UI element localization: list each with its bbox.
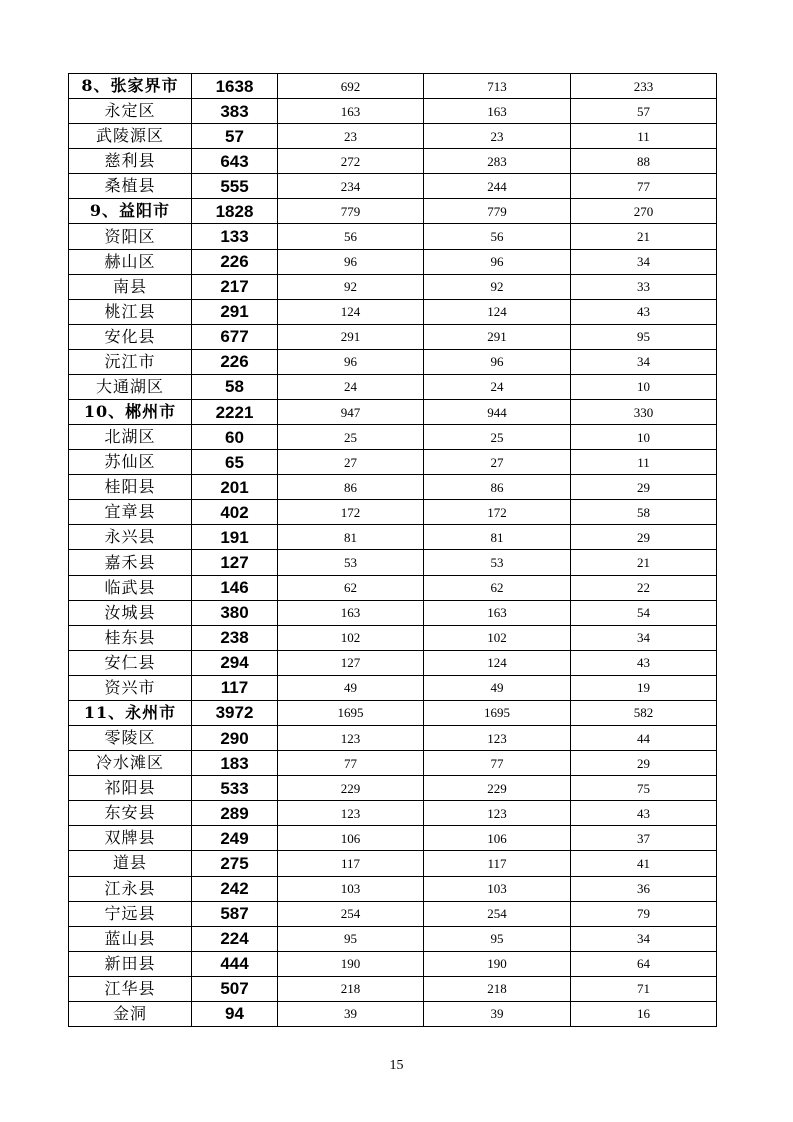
- county-row: [69, 500, 717, 525]
- value-cell-2: 254: [424, 901, 571, 926]
- region-name-cell: 大通湖区: [69, 374, 192, 399]
- total-cell: 294: [192, 650, 278, 675]
- region-name-cell: 桂阳县: [69, 475, 192, 500]
- value-cell-3: 29: [571, 751, 717, 776]
- region-name-cell: 苏仙区: [69, 450, 192, 475]
- value-cell-3: 36: [571, 876, 717, 901]
- county-row: [69, 525, 717, 550]
- region-name-cell: 金洞: [69, 1001, 192, 1026]
- value-cell-1: 291: [278, 324, 424, 349]
- region-name-cell: 桂东县: [69, 625, 192, 650]
- value-cell-1: 172: [278, 500, 424, 525]
- region-name-cell: 道县: [69, 851, 192, 876]
- region-name-cell: 南县: [69, 274, 192, 299]
- value-cell-2: 124: [424, 299, 571, 324]
- value-cell-3: 21: [571, 550, 717, 575]
- region-name-cell: 宜章县: [69, 500, 192, 525]
- value-cell-1: 102: [278, 625, 424, 650]
- value-cell-1: 53: [278, 550, 424, 575]
- value-cell-3: 57: [571, 99, 717, 124]
- value-cell-2: 163: [424, 99, 571, 124]
- total-cell: 290: [192, 726, 278, 751]
- total-cell: 238: [192, 625, 278, 650]
- county-row: [69, 274, 717, 299]
- total-cell: 127: [192, 550, 278, 575]
- value-cell-3: 29: [571, 525, 717, 550]
- value-cell-3: 43: [571, 801, 717, 826]
- value-cell-2: 291: [424, 324, 571, 349]
- region-name-cell: 临武县: [69, 575, 192, 600]
- region-name-cell: 宁远县: [69, 901, 192, 926]
- total-cell: 57: [192, 124, 278, 149]
- city-row: [69, 74, 717, 99]
- region-name-cell: 双牌县: [69, 826, 192, 851]
- county-row: [69, 99, 717, 124]
- value-cell-3: 21: [571, 224, 717, 249]
- region-name-cell: 祁阳县: [69, 776, 192, 801]
- total-cell: 191: [192, 525, 278, 550]
- value-cell-3: 95: [571, 324, 717, 349]
- total-cell: 117: [192, 675, 278, 700]
- value-cell-2: 25: [424, 425, 571, 450]
- region-name-cell: 9、益阳市: [69, 199, 192, 224]
- value-cell-3: 19: [571, 675, 717, 700]
- value-cell-3: 33: [571, 274, 717, 299]
- data-table-container: [68, 73, 716, 1027]
- county-row: [69, 751, 717, 776]
- value-cell-2: 779: [424, 199, 571, 224]
- region-name-cell: 零陵区: [69, 726, 192, 751]
- value-cell-2: 163: [424, 600, 571, 625]
- value-cell-1: 24: [278, 374, 424, 399]
- value-cell-1: 106: [278, 826, 424, 851]
- total-cell: 183: [192, 751, 278, 776]
- region-name-cell: 慈利县: [69, 149, 192, 174]
- value-cell-1: 127: [278, 650, 424, 675]
- county-row: [69, 124, 717, 149]
- county-row: [69, 776, 717, 801]
- value-cell-2: 218: [424, 976, 571, 1001]
- value-cell-3: 71: [571, 976, 717, 1001]
- region-name-cell: 桑植县: [69, 174, 192, 199]
- value-cell-2: 103: [424, 876, 571, 901]
- value-cell-1: 95: [278, 926, 424, 951]
- value-cell-3: 75: [571, 776, 717, 801]
- value-cell-2: 92: [424, 274, 571, 299]
- total-cell: 275: [192, 851, 278, 876]
- value-cell-1: 234: [278, 174, 424, 199]
- value-cell-2: 56: [424, 224, 571, 249]
- value-cell-2: 283: [424, 149, 571, 174]
- value-cell-1: 27: [278, 450, 424, 475]
- region-name-cell: 永定区: [69, 99, 192, 124]
- value-cell-3: 270: [571, 199, 717, 224]
- value-cell-1: 1695: [278, 700, 424, 725]
- value-cell-2: 39: [424, 1001, 571, 1026]
- value-cell-2: 106: [424, 826, 571, 851]
- total-cell: 380: [192, 600, 278, 625]
- value-cell-2: 944: [424, 400, 571, 425]
- value-cell-3: 34: [571, 926, 717, 951]
- value-cell-2: 124: [424, 650, 571, 675]
- total-cell: 65: [192, 450, 278, 475]
- value-cell-1: 56: [278, 224, 424, 249]
- value-cell-2: 1695: [424, 700, 571, 725]
- county-row: [69, 450, 717, 475]
- region-name-cell: 10、郴州市: [69, 400, 192, 425]
- value-cell-2: 229: [424, 776, 571, 801]
- value-cell-2: 86: [424, 475, 571, 500]
- county-row: [69, 374, 717, 399]
- total-cell: 60: [192, 425, 278, 450]
- value-cell-1: 947: [278, 400, 424, 425]
- value-cell-1: 229: [278, 776, 424, 801]
- county-row: [69, 851, 717, 876]
- county-row: [69, 926, 717, 951]
- region-name-cell: 北湖区: [69, 425, 192, 450]
- value-cell-2: 117: [424, 851, 571, 876]
- value-cell-1: 163: [278, 600, 424, 625]
- value-cell-3: 64: [571, 951, 717, 976]
- total-cell: 224: [192, 926, 278, 951]
- county-row: [69, 425, 717, 450]
- region-name-cell: 江永县: [69, 876, 192, 901]
- county-row: [69, 951, 717, 976]
- total-cell: 94: [192, 1001, 278, 1026]
- value-cell-2: 123: [424, 801, 571, 826]
- county-row: [69, 149, 717, 174]
- value-cell-1: 96: [278, 349, 424, 374]
- value-cell-3: 10: [571, 425, 717, 450]
- region-name-cell: 8、张家界市: [69, 74, 192, 99]
- value-cell-3: 29: [571, 475, 717, 500]
- value-cell-1: 163: [278, 99, 424, 124]
- value-cell-1: 49: [278, 675, 424, 700]
- value-cell-2: 62: [424, 575, 571, 600]
- county-row: [69, 550, 717, 575]
- value-cell-1: 103: [278, 876, 424, 901]
- total-cell: 444: [192, 951, 278, 976]
- table-body: [69, 74, 717, 1027]
- county-row: [69, 600, 717, 625]
- region-name-cell: 汝城县: [69, 600, 192, 625]
- value-cell-1: 190: [278, 951, 424, 976]
- value-cell-2: 102: [424, 625, 571, 650]
- value-cell-1: 86: [278, 475, 424, 500]
- region-name-cell: 永兴县: [69, 525, 192, 550]
- total-cell: 146: [192, 575, 278, 600]
- value-cell-2: 96: [424, 349, 571, 374]
- county-row: [69, 324, 717, 349]
- city-row: [69, 400, 717, 425]
- county-row: [69, 575, 717, 600]
- value-cell-2: 81: [424, 525, 571, 550]
- value-cell-3: 54: [571, 600, 717, 625]
- total-cell: 2221: [192, 400, 278, 425]
- county-row: [69, 625, 717, 650]
- total-cell: 217: [192, 274, 278, 299]
- value-cell-3: 88: [571, 149, 717, 174]
- region-name-cell: 安化县: [69, 324, 192, 349]
- value-cell-1: 62: [278, 575, 424, 600]
- allocation-table: [68, 73, 717, 1027]
- total-cell: 201: [192, 475, 278, 500]
- value-cell-2: 713: [424, 74, 571, 99]
- value-cell-3: 34: [571, 625, 717, 650]
- region-name-cell: 蓝山县: [69, 926, 192, 951]
- county-row: [69, 901, 717, 926]
- value-cell-1: 92: [278, 274, 424, 299]
- value-cell-2: 190: [424, 951, 571, 976]
- value-cell-3: 58: [571, 500, 717, 525]
- county-row: [69, 475, 717, 500]
- region-name-cell: 11、永州市: [69, 700, 192, 725]
- region-name-cell: 江华县: [69, 976, 192, 1001]
- total-cell: 58: [192, 374, 278, 399]
- page-number: 15: [389, 1058, 404, 1073]
- value-cell-1: 272: [278, 149, 424, 174]
- value-cell-3: 11: [571, 124, 717, 149]
- value-cell-1: 123: [278, 801, 424, 826]
- county-row: [69, 349, 717, 374]
- value-cell-1: 81: [278, 525, 424, 550]
- total-cell: 3972: [192, 700, 278, 725]
- value-cell-1: 218: [278, 976, 424, 1001]
- value-cell-2: 244: [424, 174, 571, 199]
- county-row: [69, 249, 717, 274]
- total-cell: 383: [192, 99, 278, 124]
- value-cell-3: 34: [571, 249, 717, 274]
- region-name-cell: 安仁县: [69, 650, 192, 675]
- value-cell-3: 79: [571, 901, 717, 926]
- value-cell-3: 582: [571, 700, 717, 725]
- total-cell: 226: [192, 249, 278, 274]
- value-cell-3: 233: [571, 74, 717, 99]
- value-cell-3: 77: [571, 174, 717, 199]
- value-cell-2: 95: [424, 926, 571, 951]
- value-cell-1: 77: [278, 751, 424, 776]
- total-cell: 291: [192, 299, 278, 324]
- total-cell: 226: [192, 349, 278, 374]
- value-cell-1: 96: [278, 249, 424, 274]
- county-row: [69, 826, 717, 851]
- total-cell: 402: [192, 500, 278, 525]
- county-row: [69, 801, 717, 826]
- value-cell-2: 23: [424, 124, 571, 149]
- region-name-cell: 资阳区: [69, 224, 192, 249]
- total-cell: 1638: [192, 74, 278, 99]
- total-cell: 507: [192, 976, 278, 1001]
- total-cell: 1828: [192, 199, 278, 224]
- value-cell-2: 96: [424, 249, 571, 274]
- value-cell-3: 41: [571, 851, 717, 876]
- county-row: [69, 224, 717, 249]
- total-cell: 289: [192, 801, 278, 826]
- value-cell-1: 779: [278, 199, 424, 224]
- region-name-cell: 资兴市: [69, 675, 192, 700]
- value-cell-3: 34: [571, 349, 717, 374]
- value-cell-3: 330: [571, 400, 717, 425]
- total-cell: 249: [192, 826, 278, 851]
- county-row: [69, 726, 717, 751]
- value-cell-3: 22: [571, 575, 717, 600]
- county-row: [69, 876, 717, 901]
- total-cell: 587: [192, 901, 278, 926]
- city-row: [69, 199, 717, 224]
- value-cell-1: 39: [278, 1001, 424, 1026]
- county-row: [69, 299, 717, 324]
- county-row: [69, 650, 717, 675]
- value-cell-1: 23: [278, 124, 424, 149]
- county-row: [69, 675, 717, 700]
- value-cell-2: 49: [424, 675, 571, 700]
- value-cell-3: 11: [571, 450, 717, 475]
- value-cell-1: 124: [278, 299, 424, 324]
- value-cell-1: 692: [278, 74, 424, 99]
- total-cell: 677: [192, 324, 278, 349]
- region-name-cell: 新田县: [69, 951, 192, 976]
- value-cell-3: 10: [571, 374, 717, 399]
- value-cell-2: 77: [424, 751, 571, 776]
- value-cell-2: 172: [424, 500, 571, 525]
- region-name-cell: 武陵源区: [69, 124, 192, 149]
- total-cell: 643: [192, 149, 278, 174]
- value-cell-3: 37: [571, 826, 717, 851]
- region-name-cell: 沅江市: [69, 349, 192, 374]
- region-name-cell: 冷水滩区: [69, 751, 192, 776]
- total-cell: 533: [192, 776, 278, 801]
- value-cell-1: 254: [278, 901, 424, 926]
- value-cell-2: 123: [424, 726, 571, 751]
- value-cell-3: 16: [571, 1001, 717, 1026]
- value-cell-1: 117: [278, 851, 424, 876]
- value-cell-3: 43: [571, 650, 717, 675]
- value-cell-3: 43: [571, 299, 717, 324]
- region-name-cell: 东安县: [69, 801, 192, 826]
- value-cell-2: 53: [424, 550, 571, 575]
- value-cell-2: 27: [424, 450, 571, 475]
- county-row: [69, 976, 717, 1001]
- county-row: [69, 174, 717, 199]
- total-cell: 555: [192, 174, 278, 199]
- value-cell-2: 24: [424, 374, 571, 399]
- value-cell-1: 123: [278, 726, 424, 751]
- total-cell: 242: [192, 876, 278, 901]
- total-cell: 133: [192, 224, 278, 249]
- city-row: [69, 700, 717, 725]
- region-name-cell: 嘉禾县: [69, 550, 192, 575]
- region-name-cell: 赫山区: [69, 249, 192, 274]
- value-cell-1: 25: [278, 425, 424, 450]
- county-row: [69, 1001, 717, 1026]
- value-cell-3: 44: [571, 726, 717, 751]
- region-name-cell: 桃江县: [69, 299, 192, 324]
